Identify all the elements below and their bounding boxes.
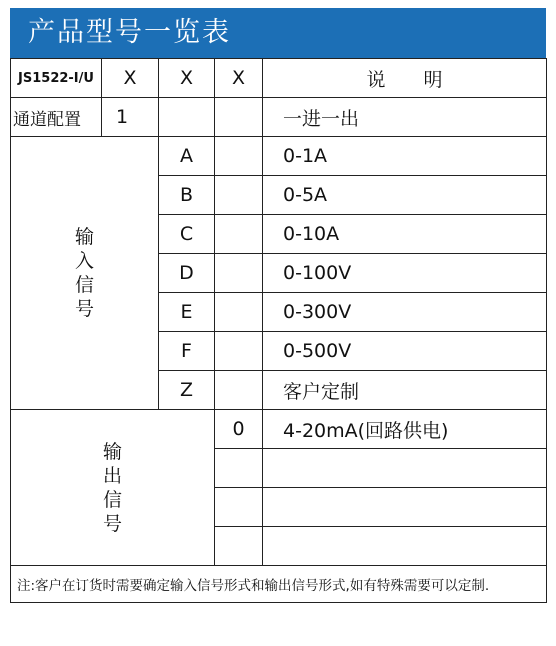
- input-description: 0-1A: [263, 137, 547, 176]
- header-description: 说 明: [263, 59, 547, 98]
- channel-description: 一进一出: [263, 98, 547, 137]
- empty-cell: [215, 215, 263, 254]
- input-signal-label: 输 入 信 号: [11, 137, 159, 410]
- empty-cell: [215, 176, 263, 215]
- empty-cell: [215, 332, 263, 371]
- input-description: 0-100V: [263, 254, 547, 293]
- empty-cell: [215, 137, 263, 176]
- output-code: [215, 527, 263, 566]
- model-number: JS1522-I/U: [11, 59, 102, 98]
- header-x1: X: [102, 59, 159, 98]
- channel-label: 通道配置: [11, 98, 102, 137]
- empty-cell: [215, 98, 263, 137]
- input-code: C: [159, 215, 215, 254]
- input-code: B: [159, 176, 215, 215]
- header-row: [11, 59, 547, 98]
- input-code: D: [159, 254, 215, 293]
- table-title: 产品型号一览表: [10, 8, 546, 58]
- empty-cell: [215, 254, 263, 293]
- empty-cell: [215, 293, 263, 332]
- input-description: 0-500V: [263, 332, 547, 371]
- output-description: [263, 527, 547, 566]
- output-description: [263, 488, 547, 527]
- input-row: [11, 137, 547, 176]
- output-description: [263, 449, 547, 488]
- input-description: 0-10A: [263, 215, 547, 254]
- input-code: E: [159, 293, 215, 332]
- header-x3: X: [215, 59, 263, 98]
- header-x2: X: [159, 59, 215, 98]
- output-code: [215, 488, 263, 527]
- input-description: 0-300V: [263, 293, 547, 332]
- empty-cell: [215, 371, 263, 410]
- output-row: [11, 410, 547, 449]
- empty-cell: [159, 98, 215, 137]
- input-description: 0-5A: [263, 176, 547, 215]
- output-code: [215, 449, 263, 488]
- output-description: 4-20mA(回路供电): [263, 410, 547, 449]
- output-code: 0: [215, 410, 263, 449]
- input-code: A: [159, 137, 215, 176]
- model-table: [10, 58, 547, 603]
- footnote: 注:客户在订货时需要确定输入信号形式和输出信号形式,如有特殊需要可以定制.: [11, 566, 547, 603]
- input-code: Z: [159, 371, 215, 410]
- input-code: F: [159, 332, 215, 371]
- footnote-row: [11, 566, 547, 603]
- channel-value: 1: [102, 98, 159, 137]
- channel-row: [11, 98, 547, 137]
- output-signal-label: 输 出 信 号: [11, 410, 215, 566]
- input-description: 客户定制: [263, 371, 547, 410]
